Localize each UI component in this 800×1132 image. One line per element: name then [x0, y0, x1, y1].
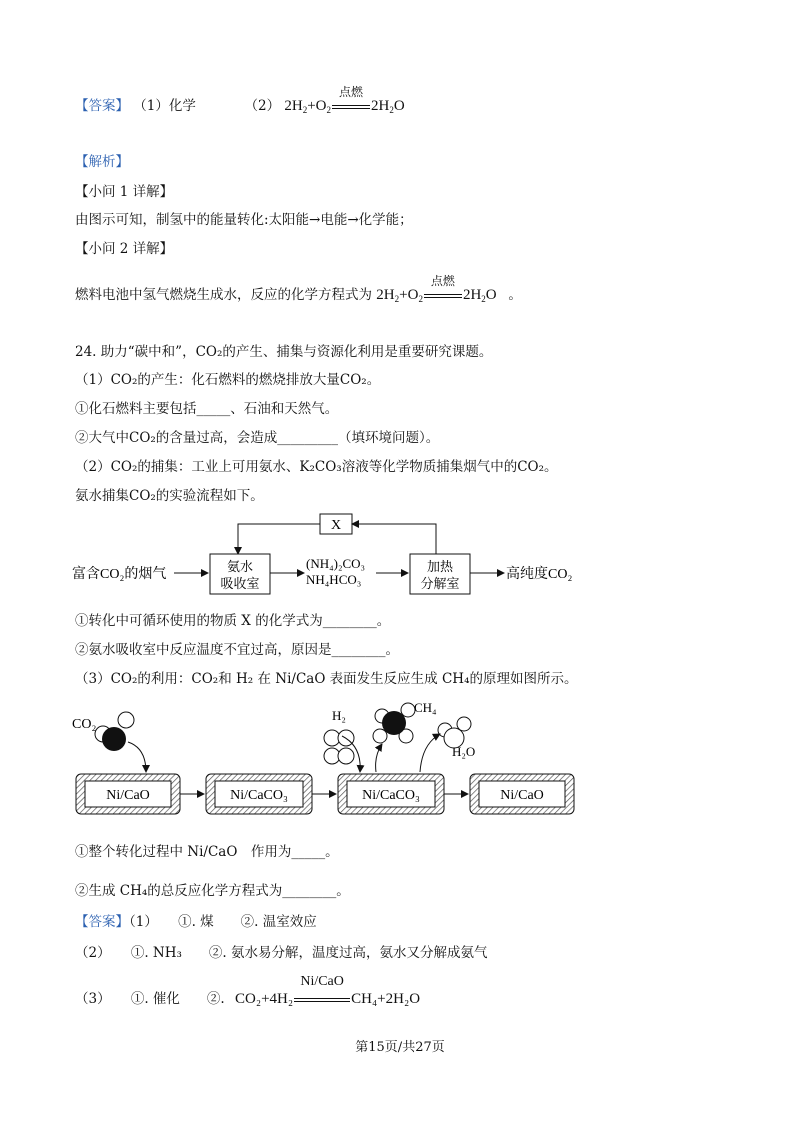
q24-part2: （2）CO₂的捕集：工业上可用氨水、K₂CO₃溶液等化学物质捕集烟气中的CO₂。: [75, 459, 558, 475]
answer2-line2: （2） ①. NH₃ ②. 氨水易分解，温度过高，氨水又分解成氨气: [75, 945, 488, 961]
h2-label: H₂: [332, 708, 346, 723]
answer-line-1: [75, 85, 405, 115]
q24-1a: ①化石燃料主要包括_____、石油和天然气。: [75, 401, 339, 417]
q24-part2b: 氨水捕集CO₂的实验流程如下。: [75, 488, 264, 504]
answer-part2: （2）: [244, 98, 281, 114]
equation-h2-combustion: $2H_2+O_2$ 点燃 $2H_2O$: [284, 85, 405, 115]
x-label: X: [330, 518, 342, 533]
sub2-tag: 【小问 2 详解】: [75, 241, 174, 257]
h-atom: [338, 748, 354, 764]
q24-3b: ②生成 CH₄的总反应化学方程式为________。: [75, 883, 350, 899]
ni-cao-reaction-scheme: [70, 698, 610, 826]
box-label: Ni/CaO: [500, 788, 544, 803]
flow-input: 富含CO₂的烟气: [72, 567, 167, 582]
q24-part3: （3）CO₂的利用：CO₂和 H₂ 在 Ni/CaO 表面发生反应生成 CH₄的原理如图所示。: [75, 671, 578, 687]
answer-tag: 【答案】: [75, 914, 129, 930]
box1-line2: 吸收室: [220, 576, 260, 591]
h2o-label: H₂O: [452, 744, 476, 759]
mid-line2: NH₄HCO₃: [306, 572, 362, 587]
box2-line2: 分解室: [420, 576, 460, 591]
flow-output: 高纯度CO₂: [506, 567, 573, 582]
box-label: Ni/CaCO₃: [230, 788, 288, 803]
box1-line1: 氨水: [226, 559, 254, 574]
sub1-tag: 【小问 1 详解】: [75, 184, 174, 200]
o-atom: [118, 712, 134, 728]
equation-h2-combustion-2: $2H_2+O_2$ 点燃 $2H_2O$: [376, 274, 497, 304]
answer2-line3: （3） ①. 催化 ②. CO₂+4H₂ Ni/CaO CH₄+2H₂O: [75, 974, 421, 1007]
analysis-tag: 【解析】: [75, 154, 129, 170]
answer-tag: 【答案】: [75, 98, 129, 114]
box-label: Ni/CaO: [106, 788, 150, 803]
arrow-ch4-release: [376, 744, 382, 772]
q24-part1: （1）CO₂的产生：化石燃料的燃烧排放大量CO₂。: [75, 372, 381, 388]
arrow-h2o-release: [420, 734, 440, 772]
sub2-text: 燃料电池中氢气燃烧生成水，反应的化学方程式为: [75, 287, 372, 303]
co2-capture-flow-diagram: [70, 508, 590, 598]
q24-1b: ②大气中CO₂的含量过高，会造成_________（填环境问题）。: [75, 430, 440, 446]
co2-label: CO₂: [72, 717, 97, 732]
equation-co2-methanation: CO₂+4H₂ Ni/CaO CH₄+2H₂O: [235, 974, 421, 1007]
q24-3a: ①整个转化过程中 Ni/CaO 作用为_____。: [75, 844, 339, 860]
h-atom: [401, 703, 415, 717]
loop-arrow-from-x: [238, 524, 320, 554]
loop-arrow-to-x: [352, 524, 436, 554]
arrow-co2-adsorb: [128, 742, 146, 772]
c-atom: [382, 711, 406, 735]
answer2-line1: 【答案】（1） ①. 煤 ②. 温室效应: [75, 914, 317, 930]
q24-intro: 24. 助力“碳中和”，CO₂的产生、捕集与资源化利用是重要研究课题。: [75, 344, 493, 360]
box-label: Ni/CaCO₃: [362, 788, 420, 803]
q24-2a: ①转化中可循环使用的物质 X 的化学式为________。: [75, 613, 391, 629]
catalyst-box-2: [206, 774, 312, 814]
page-footer: 第15页/共27页: [355, 1040, 445, 1055]
catalyst-box-3: [338, 774, 444, 814]
answer-part1: （1）化学: [133, 98, 196, 114]
h-atom: [373, 729, 387, 743]
sub1-text: 由图示可知，制氢中的能量转化:太阳能→电能→化学能；: [75, 212, 413, 228]
c-atom: [102, 727, 126, 751]
q24-2b: ②氨水吸收室中反应温度不宜过高，原因是________。: [75, 642, 399, 658]
sub2-line: 燃料电池中氢气燃烧生成水，反应的化学方程式为 $2H_2+O_2$ 点燃 $2H_2O$ 。: [75, 274, 522, 304]
mid-line1: (NH₄)₂CO₃: [306, 556, 366, 571]
ch4-label: CH₄: [414, 700, 437, 715]
catalyst-box-4: [470, 774, 574, 814]
box2-line1: 加热: [426, 559, 454, 574]
catalyst-box-1: [76, 774, 180, 814]
